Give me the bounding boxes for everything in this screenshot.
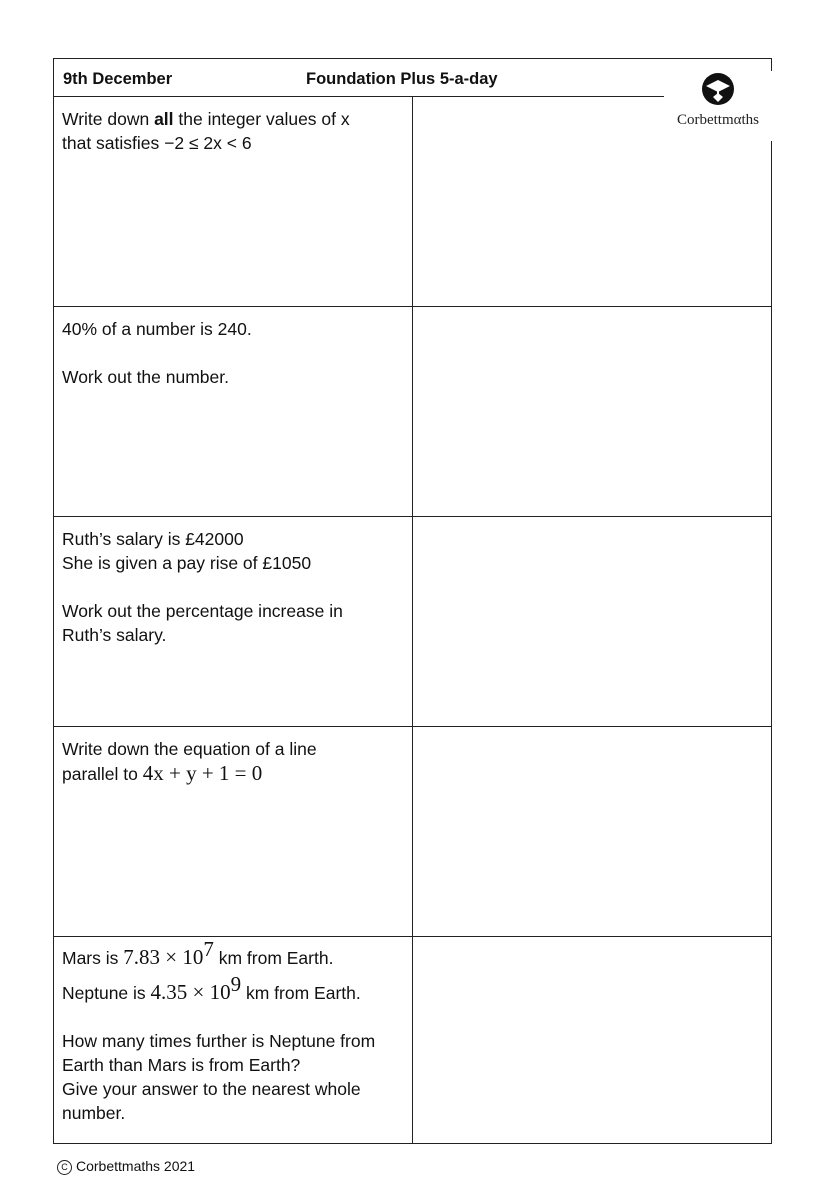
question-1 [62,107,404,155]
worksheet [53,58,772,1144]
question-text: 40% of a number is 240. [62,319,252,339]
standard-form-value: 4.35 × 10 [150,980,231,1004]
question-instruction: Ruth’s salary. [62,625,167,645]
question-2 [62,317,404,389]
question-row-3 [54,517,771,727]
date-label: 9th December [63,70,173,88]
question-5 [62,937,404,1125]
question-instruction: Earth than Mars is from Earth? [62,1055,301,1075]
question-instruction: number. [62,1103,126,1123]
question-instruction: Work out the percentage increase in [62,601,343,621]
question-instruction: Give your answer to the nearest whole [62,1079,361,1099]
question-text: Mars is [62,948,124,968]
question-text: km from Earth. [241,983,361,1003]
footer [57,1158,195,1175]
question-text: the integer values of x [173,109,350,129]
question-3 [62,527,404,647]
question-4 [62,737,404,786]
question-text: km from Earth. [213,948,334,968]
emphasis-text: all [154,109,174,129]
question-row-5 [54,937,771,1145]
standard-form-value: 7.83 × 10 [123,945,204,969]
question-text: Neptune is [62,983,151,1003]
question-instruction: How many times further is Neptune from [62,1031,376,1051]
question-text: Write down the equation of a line [62,739,317,759]
question-row-1 [54,97,771,307]
question-row-2 [54,307,771,517]
exponent: 7 [203,937,214,961]
question-text: Write down [62,109,155,129]
question-instruction: Work out the number. [62,367,229,387]
inequality-text: that satisfies −2 ≤ 2x < 6 [62,133,252,153]
exponent: 9 [230,972,242,996]
question-text: Ruth’s salary is £42000 [62,529,244,549]
footer-text: Corbettmaths 2021 [76,1158,196,1174]
question-text: She is given a pay rise of £1050 [62,553,312,573]
copyright-icon: C [57,1160,72,1175]
equation-text: 4x + y + 1 = 0 [142,761,263,785]
logo-text: Corbettmαths [676,112,760,128]
worksheet-title: Foundation Plus 5-a-day [306,70,498,88]
question-row-4 [54,727,771,937]
question-text: parallel to [62,764,143,784]
